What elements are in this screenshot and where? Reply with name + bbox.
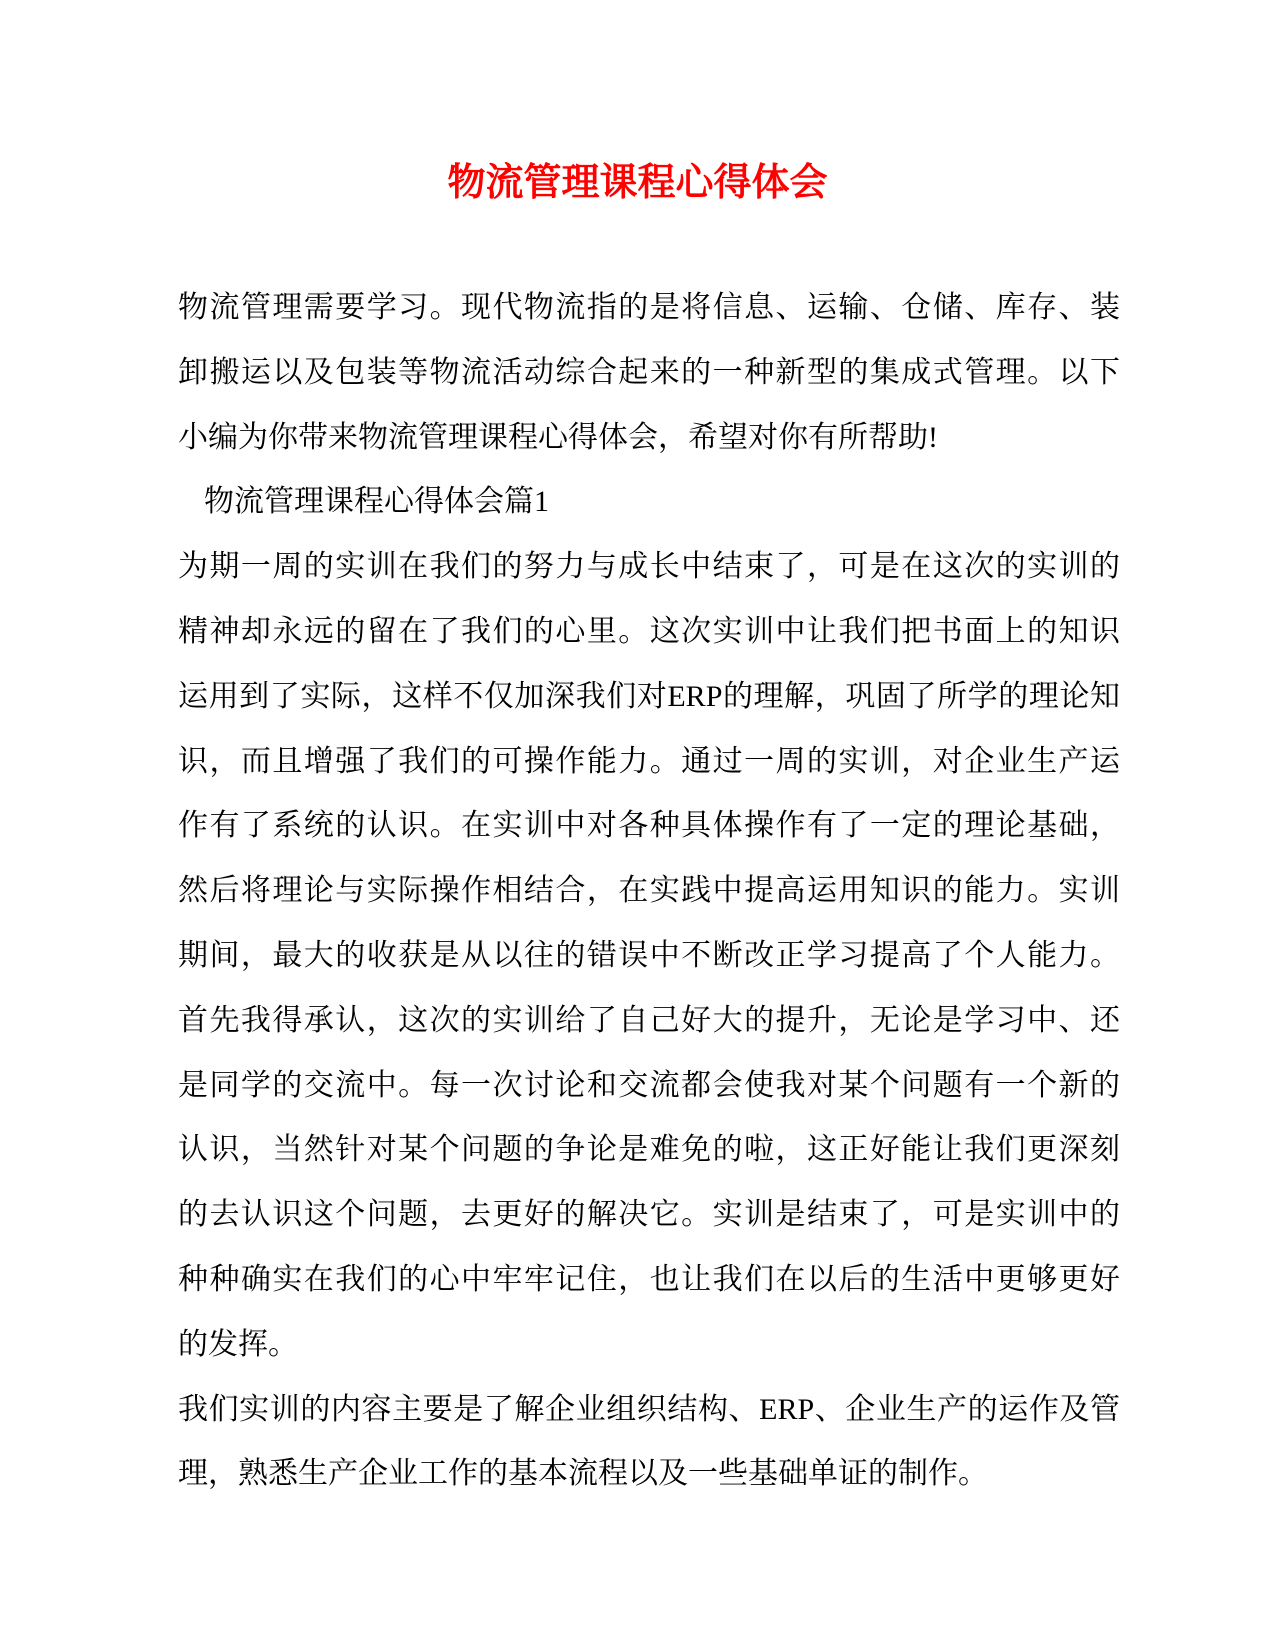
document-body	[178, 276, 1120, 1507]
text-line: 我们实训的内容主要是了解企业组织结构、ERP、企业生产的运作及管	[178, 1392, 1120, 1426]
text-line: 的发挥。	[178, 1327, 298, 1361]
text-line: 为期一周的实训在我们的努力与成长中结束了，可是在这次的实训的	[178, 550, 1120, 584]
text-line: 的去认识这个问题，去更好的解决它。实训是结束了，可是实训中的	[178, 1198, 1120, 1232]
text-line: 种种确实在我们的心中牢牢记住，也让我们在以后的生活中更够更好	[178, 1262, 1120, 1296]
text-line: 小编为你带来物流管理课程心得体会，希望对你有所帮助!	[178, 420, 938, 454]
text-line: 认识，当然针对某个问题的争论是难免的啦，这正好能让我们更深刻	[178, 1133, 1120, 1167]
text-line: 卸搬运以及包装等物流活动综合起来的一种新型的集成式管理。以下	[178, 355, 1120, 389]
text-line: 精神却永远的留在了我们的心里。这次实训中让我们把书面上的知识	[178, 614, 1120, 648]
text-line: 是同学的交流中。每一次讨论和交流都会使我对某个问题有一个新的	[178, 1068, 1120, 1102]
document-title: 物流管理课程心得体会	[447, 162, 828, 204]
text-line: 理，熟悉生产企业工作的基本流程以及一些基础单证的制作。	[178, 1457, 988, 1491]
text-line: 物流管理课程心得体会篇1	[204, 485, 549, 519]
text-line: 首先我得承认，这次的实训给了自己好大的提升，无论是学习中、还	[178, 1003, 1120, 1037]
text-line: 运用到了实际，这样不仅加深我们对ERP的理解，巩固了所学的理论知	[178, 679, 1120, 713]
text-line: 然后将理论与实际操作相结合，在实践中提高运用知识的能力。实训	[178, 874, 1120, 908]
text-line: 作有了系统的认识。在实训中对各种具体操作有了一定的理论基础，	[178, 809, 1120, 843]
text-line: 识，而且增强了我们的可操作能力。通过一周的实训，对企业生产运	[178, 744, 1120, 778]
text-line: 期间，最大的收获是从以往的错误中不断改正学习提高了个人能力。	[178, 938, 1120, 972]
text-line: 物流管理需要学习。现代物流指的是将信息、运输、仓储、库存、装	[178, 291, 1120, 324]
